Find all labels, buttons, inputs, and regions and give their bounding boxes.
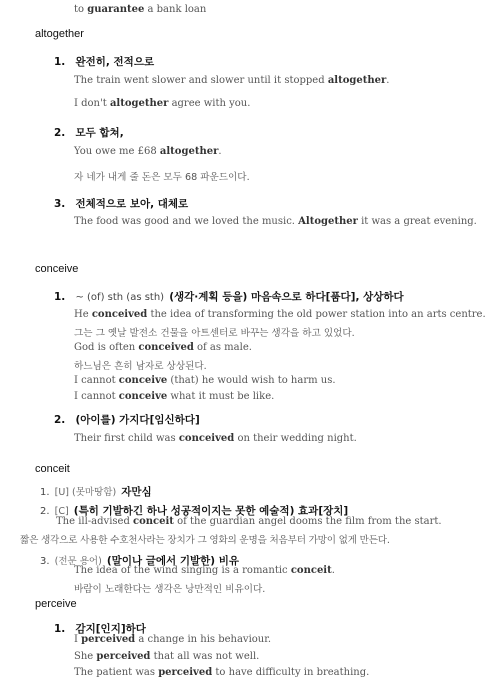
example-sentence: The patient was perceived to have difficulty in breathing. [74, 667, 370, 678]
sense-1: 1. ~ (of) sth (as sth) (생각·계획 등을) 마음속으로 하다[품다], 상상하다 [54, 291, 404, 303]
example-translation: 하느님은 흔히 남자로 상상된다. [74, 361, 207, 372]
sense-2: 2. [C] (특히 기발하긴 하나 성공적이지는 못한 예술적) 효과[장치] [40, 505, 349, 517]
example-sentence: She perceived that all was not well. [74, 651, 260, 662]
sense-2: 2. 모두 합쳐, [54, 127, 124, 139]
example-translation: 자 네가 내게 줄 돈은 모두 68 파운드이다. [74, 172, 250, 183]
example-sentence: God is often conceived of as male. [74, 342, 252, 353]
example-sentence: I cannot conceive (that) he would wish to harm us. [74, 375, 336, 386]
sense-1: 1. 완전히, 전적으로 [54, 56, 155, 68]
example-translation: 바람이 노래한다는 생각은 낭만적인 비유이다. [74, 584, 266, 595]
sense-3: 3. 전체적으로 보아, 대체로 [54, 198, 189, 210]
example-sentence: Their first child was conceived on their wedding night. [74, 433, 357, 444]
example-translation: 짧은 생각으로 사용한 수호천사라는 장치가 그 영화의 운명을 처음부터 가망이 없게 만든다. [20, 535, 390, 546]
example-sentence: I perceived a change in his behaviour. [74, 634, 272, 645]
sense-2: 2. (아이를) 가지다[임신하다] [54, 414, 200, 426]
sense-1: 1. 감지[인지]하다 [54, 623, 146, 635]
example-sentence: The idea of the wind singing is a romantic conceit. [74, 565, 335, 576]
headword-conceive: conceive [35, 263, 79, 275]
example-sentence: to guarantee a bank loan [74, 4, 207, 15]
headword-perceive: perceive [35, 598, 77, 610]
example-sentence: I cannot conceive what it must be like. [74, 391, 275, 402]
example-sentence: I don't altogether agree with you. [74, 98, 251, 109]
sense-3: 3. (전문 용어) (말이나 글에서 기발한) 비유 [40, 555, 240, 567]
example-sentence: The train went slower and slower until it stopped altogether. [74, 75, 390, 86]
example-sentence: He conceived the idea of transforming the old power station into an arts centre. [74, 309, 486, 320]
example-sentence: The food was good and we loved the music. Altogether it was a great evening. [74, 216, 477, 227]
example-sentence: You owe me £68 altogether. [74, 146, 222, 157]
headword-conceit: conceit [35, 463, 70, 475]
sense-1: 1. [U] (못마땅함) 자만심 [40, 486, 152, 498]
example-sentence: The ill-advised conceit of the guardian angel dooms the film from the start. [56, 516, 442, 527]
headword-altogether: altogether [35, 28, 84, 40]
example-translation: 그는 그 옛날 발전소 건물을 아트센터로 바꾸는 생각을 하고 있었다. [74, 328, 355, 339]
